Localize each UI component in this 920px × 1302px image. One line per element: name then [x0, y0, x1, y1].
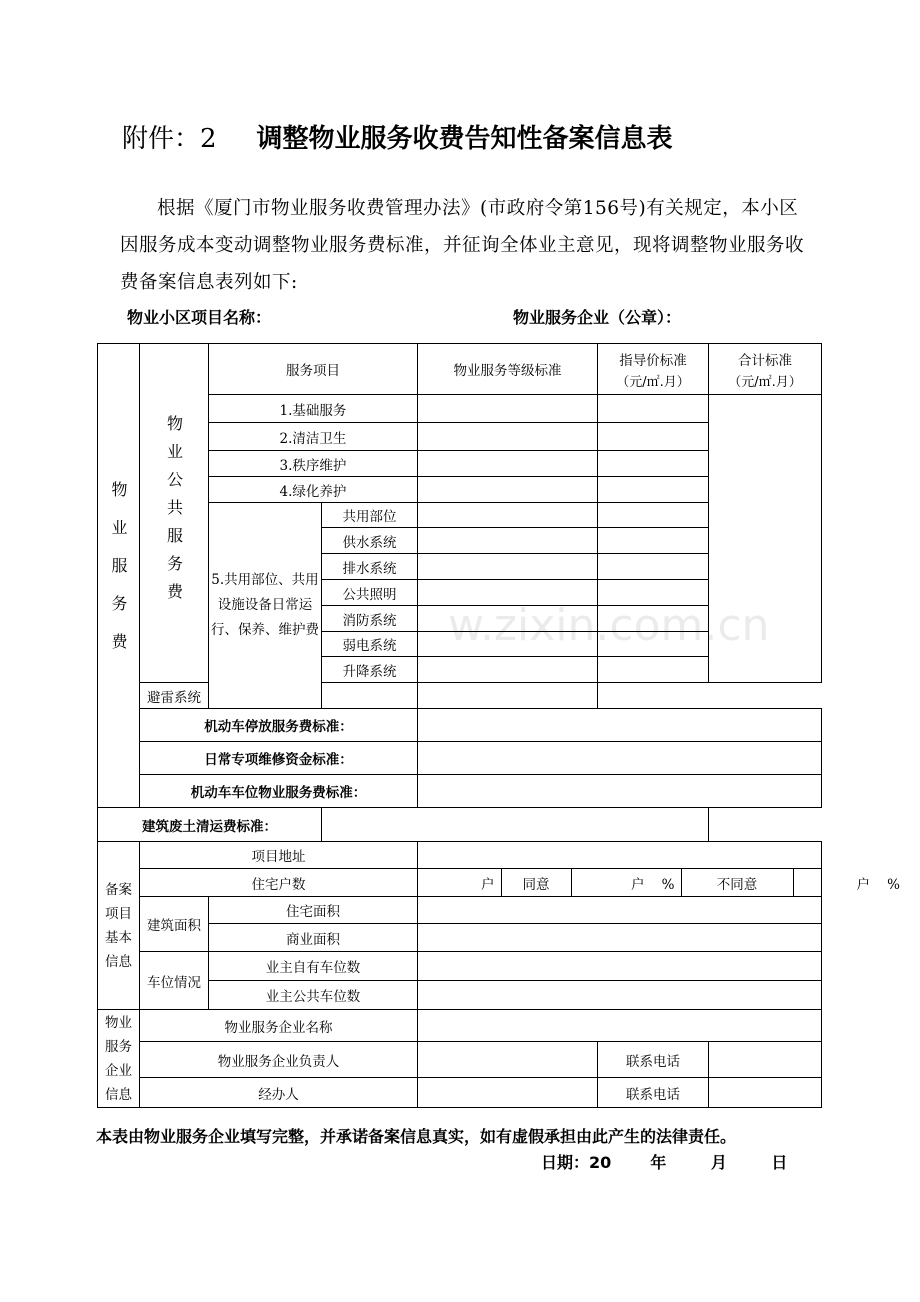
service-item-1: 1.基础服务: [209, 395, 418, 423]
attachment-number: 附件：2: [122, 124, 217, 154]
service-item-header: 服务项目: [209, 344, 418, 395]
service-item-2: 2.清洁卫生: [209, 423, 418, 451]
households-count[interactable]: 户: [418, 869, 501, 896]
filing-table: [97, 343, 900, 1108]
handler-phone-value[interactable]: [709, 1078, 822, 1108]
grade-cell[interactable]: [322, 683, 418, 709]
owner-public-spaces-label: 业主公共车位数: [209, 981, 418, 1010]
parking-label: 车位情况: [140, 952, 209, 1010]
residential-area-label: 住宅面积: [209, 897, 418, 924]
sub-item-common-parts: 共用部位: [322, 503, 418, 528]
price-cell[interactable]: [598, 503, 709, 528]
sub-item-lighting: 公共照明: [322, 580, 418, 606]
grade-cell[interactable]: [418, 503, 598, 528]
company-phone-value[interactable]: [709, 1042, 822, 1078]
price-cell[interactable]: [598, 528, 709, 554]
households-row: [418, 869, 900, 897]
date-line: 日期：20 年 月 日: [541, 1153, 788, 1172]
grade-cell[interactable]: [418, 657, 598, 683]
price-cell[interactable]: [598, 423, 709, 451]
sub-item-water-supply: 供水系统: [322, 528, 418, 554]
watermark: w.zixin.com.cn: [448, 600, 770, 651]
service-item-5: 5.共用部位、共用设施设备日常运行、保养、维护费: [209, 503, 322, 709]
building-area-label: 建筑面积: [140, 897, 209, 952]
company-name-label: 物业服务企业名称: [140, 1010, 418, 1042]
repair-fund-standard: 日常专项维修资金标准：: [140, 742, 418, 775]
guide-price-header: 指导价标准 （元/㎡.月）: [598, 344, 709, 395]
service-item-3: 3.秩序维护: [209, 451, 418, 477]
residential-area-value[interactable]: [418, 897, 822, 924]
grade-cell[interactable]: [418, 423, 598, 451]
commercial-area-label: 商业面积: [209, 924, 418, 952]
sub-item-low-voltage: 弱电系统: [322, 632, 418, 657]
parking-space-fee-standard: 机动车车位物业服务费标准：: [140, 775, 418, 808]
company-head-value[interactable]: [418, 1042, 598, 1078]
commercial-area-value[interactable]: [418, 924, 822, 952]
company-name-value[interactable]: [418, 1010, 822, 1042]
total-standard-header: 合计标准 （元/㎡.月）: [709, 344, 822, 395]
disagree-label: 不同意: [681, 869, 793, 896]
owner-private-spaces-label: 业主自有车位数: [209, 952, 418, 981]
sub-item-fire: 消防系统: [322, 606, 418, 632]
project-name-label: 物业小区项目名称：: [127, 308, 272, 327]
value-cell[interactable]: [322, 808, 709, 842]
waste-clearing-standard: 建筑废土清运费标准：: [98, 808, 322, 842]
sub-item-drainage: 排水系统: [322, 554, 418, 580]
value-cell[interactable]: [418, 775, 822, 808]
company-head-label: 物业服务企业负责人: [140, 1042, 418, 1078]
households-label: 住宅户数: [140, 869, 418, 897]
price-cell[interactable]: [598, 554, 709, 580]
price-cell[interactable]: [598, 451, 709, 477]
company-seal-label: 物业服务企业（公章）：: [513, 308, 682, 327]
owner-private-spaces-value[interactable]: [418, 952, 822, 981]
sub-item-elevator: 升降系统: [322, 657, 418, 683]
price-cell[interactable]: [598, 395, 709, 423]
handler-label: 经办人: [140, 1078, 418, 1108]
sub-item-lightning: 避雷系统: [140, 683, 209, 709]
grade-cell[interactable]: [418, 395, 598, 423]
value-cell[interactable]: [418, 709, 822, 742]
agree-count[interactable]: 户 %: [571, 869, 681, 896]
footer-note: 本表由物业服务企业填写完整，并承诺备案信息真实，如有虚假承担由此产生的法律责任。: [96, 1127, 737, 1146]
intro-paragraph: 根据《厦门市物业服务收费管理办法》(市政府令第156号)有关规定，本小区因服务成本变动调整物业服务费标准，并征询全体业主意见，现将调整物业服务收费备案信息表列如下:: [120, 198, 805, 293]
value-cell[interactable]: [418, 742, 822, 775]
handler-value[interactable]: [418, 1078, 598, 1108]
owner-public-spaces-value[interactable]: [418, 981, 822, 1010]
vehicle-parking-standard: 机动车停放服务费标准：: [140, 709, 418, 742]
basic-info-group-label: 备案项目基本信息: [98, 842, 140, 1010]
price-cell[interactable]: [598, 657, 709, 683]
company-info-group-label: 物业服务企业信息: [98, 1010, 140, 1108]
grade-cell[interactable]: [418, 451, 598, 477]
handler-phone-label: 联系电话: [598, 1078, 709, 1108]
price-cell[interactable]: [598, 477, 709, 503]
grade-cell[interactable]: [418, 477, 598, 503]
document-title: [122, 118, 673, 155]
fee-group-label: 物业服务费: [98, 344, 140, 808]
grade-cell[interactable]: [418, 528, 598, 554]
agree-label: 同意: [501, 869, 571, 896]
form-title: 调整物业服务收费告知性备案信息表: [256, 124, 673, 154]
service-item-4: 4.绿化养护: [209, 477, 418, 503]
public-fee-group-label: 物业公共服务费: [140, 344, 209, 683]
project-address-value[interactable]: [418, 842, 822, 869]
price-cell[interactable]: [418, 683, 598, 709]
company-phone-label: 联系电话: [598, 1042, 709, 1078]
project-address-label: 项目地址: [140, 842, 418, 869]
disagree-count[interactable]: 户 %: [856, 876, 900, 893]
grade-cell[interactable]: [418, 554, 598, 580]
grade-standard-header: 物业服务等级标准: [418, 344, 598, 395]
